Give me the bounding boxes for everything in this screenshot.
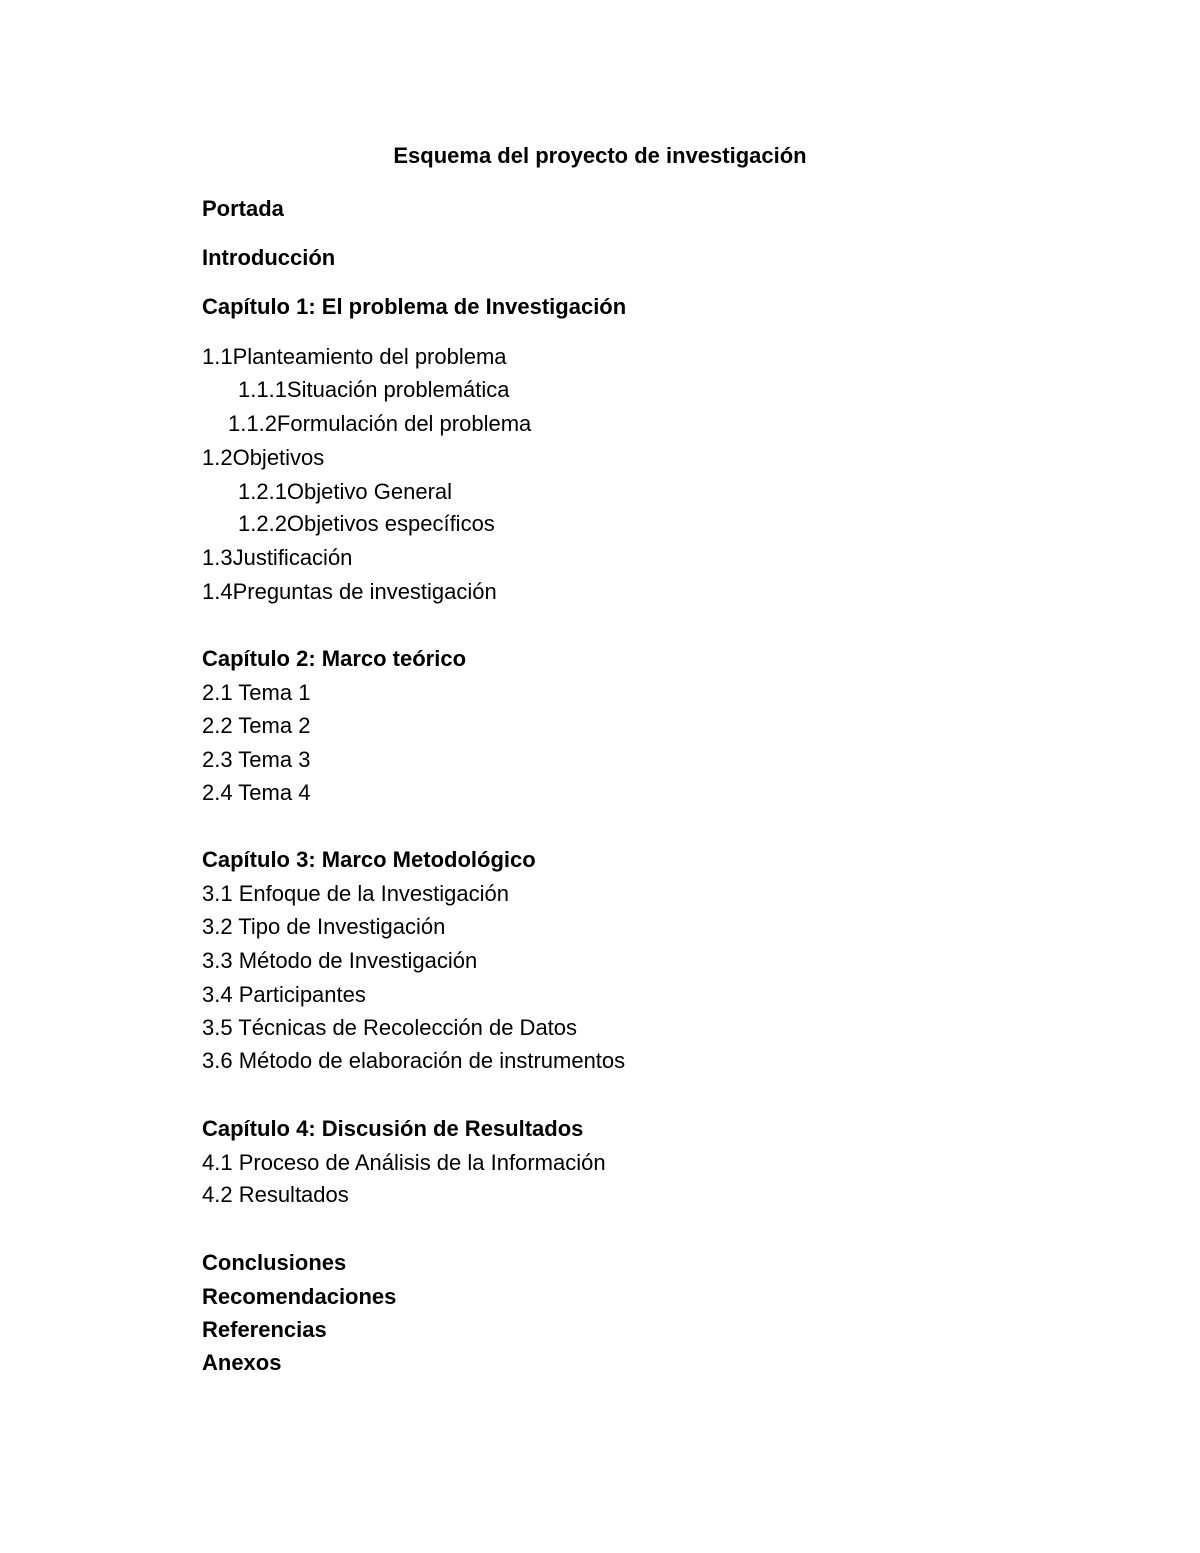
section-referencias: Referencias xyxy=(202,1317,327,1342)
section-conclusiones: Conclusiones xyxy=(202,1250,347,1275)
chapter-3-item: 3.4 Participantes xyxy=(202,982,366,1007)
chapter-2-heading: Capítulo 2: Marco teórico xyxy=(202,646,467,671)
chapter-1-item: 1.4Preguntas de investigación xyxy=(202,579,497,604)
chapter-3-item: 3.5 Técnicas de Recolección de Datos xyxy=(202,1015,578,1040)
chapter-2-item: 2.3 Tema 3 xyxy=(202,747,311,772)
document-title: Esquema del proyecto de investigación xyxy=(393,143,807,168)
chapter-4-heading: Capítulo 4: Discusión de Resultados xyxy=(202,1116,584,1141)
chapter-2-item: 2.4 Tema 4 xyxy=(202,780,311,805)
chapter-1-item: 1.1Planteamiento del problema xyxy=(202,344,507,369)
chapter-1-subitem: 1.2.1Objetivo General xyxy=(238,479,453,504)
chapter-3-item: 3.2 Tipo de Investigación xyxy=(202,914,446,939)
chapter-4-item: 4.2 Resultados xyxy=(202,1182,349,1207)
chapter-1-item: 1.3Justificación xyxy=(202,545,353,570)
chapter-2-item: 2.2 Tema 2 xyxy=(202,713,311,738)
chapter-3-item: 3.3 Método de Investigación xyxy=(202,948,478,973)
chapter-1-subitem: 1.1.2Formulación del problema xyxy=(228,411,532,436)
section-introduccion: Introducción xyxy=(202,245,336,270)
chapter-3-heading: Capítulo 3: Marco Metodológico xyxy=(202,847,536,872)
section-anexos: Anexos xyxy=(202,1350,282,1375)
chapter-1-subitem: 1.2.2Objetivos específicos xyxy=(238,511,495,536)
chapter-1-heading: Capítulo 1: El problema de Investigación xyxy=(202,294,627,319)
chapter-1-item: 1.2Objetivos xyxy=(202,445,325,470)
section-portada: Portada xyxy=(202,196,284,221)
chapter-4-item: 4.1 Proceso de Análisis de la Información xyxy=(202,1150,606,1175)
chapter-1-subitem: 1.1.1Situación problemática xyxy=(238,377,510,402)
chapter-2-item: 2.1 Tema 1 xyxy=(202,680,311,705)
chapter-3-item: 3.6 Método de elaboración de instrumentos xyxy=(202,1048,626,1073)
section-recomendaciones: Recomendaciones xyxy=(202,1284,397,1309)
chapter-3-item: 3.1 Enfoque de la Investigación xyxy=(202,881,510,906)
